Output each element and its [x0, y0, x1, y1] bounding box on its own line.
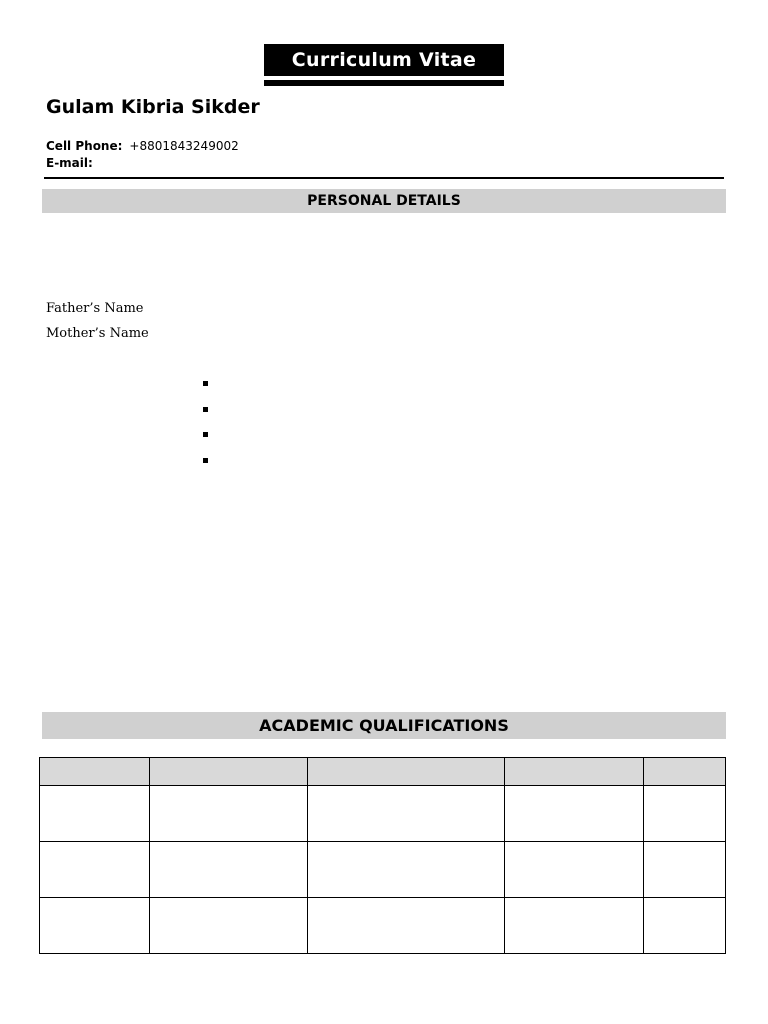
- fathers-name-label: Father’s Name: [46, 301, 144, 316]
- phone-label: Cell Phone:: [46, 139, 123, 153]
- table-cell: [505, 898, 644, 954]
- table-header-cell: [308, 758, 505, 786]
- table-header-cell: [150, 758, 308, 786]
- table-cell: [150, 898, 308, 954]
- table-cell: [644, 786, 726, 842]
- table-header-row: [40, 758, 726, 786]
- table-cell: [150, 786, 308, 842]
- cv-title: Curriculum Vitae: [264, 44, 504, 76]
- table-row: [40, 898, 726, 954]
- cv-title-block: [264, 44, 504, 86]
- personal-details-heading: PERSONAL DETAILS: [42, 189, 726, 213]
- email-label: E-mail:: [46, 156, 93, 170]
- list-bullet: [203, 432, 208, 437]
- table-row: [40, 786, 726, 842]
- candidate-name: Gulam Kibria Sikder: [46, 96, 260, 118]
- title-underline: [264, 80, 504, 86]
- academic-qualifications-heading: ACADEMIC QUALIFICATIONS: [42, 712, 726, 739]
- table-cell: [40, 898, 150, 954]
- phone-value: +8801843249002: [129, 139, 239, 153]
- list-bullet: [203, 458, 208, 463]
- list-bullet: [203, 381, 208, 386]
- table-cell: [644, 898, 726, 954]
- table-header-cell: [644, 758, 726, 786]
- table-cell: [505, 842, 644, 898]
- email-line: [46, 156, 100, 170]
- table-cell: [308, 842, 505, 898]
- header-divider: [44, 177, 724, 179]
- table-cell: [644, 842, 726, 898]
- table-header-cell: [40, 758, 150, 786]
- phone-line: [46, 139, 239, 153]
- table-cell: [308, 786, 505, 842]
- table-cell: [40, 842, 150, 898]
- table-cell: [150, 842, 308, 898]
- table-row: [40, 842, 726, 898]
- table-cell: [505, 786, 644, 842]
- academic-table: [39, 757, 726, 954]
- mothers-name-label: Mother’s Name: [46, 326, 149, 341]
- table-cell: [308, 898, 505, 954]
- table-header-cell: [505, 758, 644, 786]
- table-cell: [40, 786, 150, 842]
- list-bullet: [203, 407, 208, 412]
